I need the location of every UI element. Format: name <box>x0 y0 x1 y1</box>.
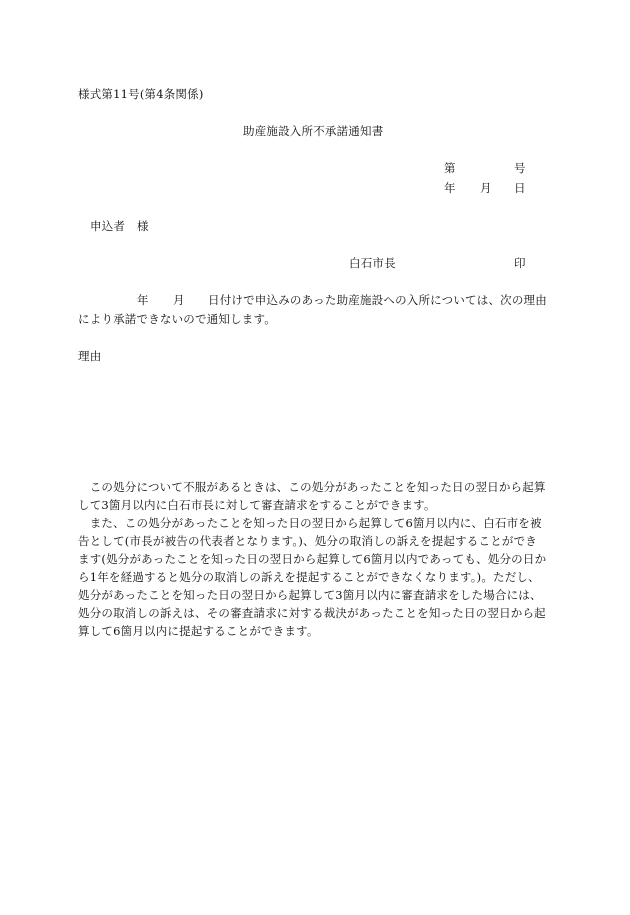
appeal-line: ます(処分があったことを知った日の翌日から起算して6箇月以内であっても、処分の日か <box>78 552 547 566</box>
notice-text-line2: により承諾できないので通知します。 <box>78 312 276 326</box>
addressee-name: 申込者 <box>90 219 126 233</box>
appeal-line: また、この処分があったことを知った日の翌日から起算して6箇月以内に、白石市を被 <box>78 516 542 530</box>
date-month: 月 <box>480 181 492 195</box>
appeal-line: ら1年を経過すると処分の取消しの訴えを提起することができなくなります。)。ただし、 <box>78 570 540 584</box>
date-day: 日 <box>514 181 526 195</box>
appeal-line: 算して6箇月以内に提起することができます。 <box>78 624 319 638</box>
appeal-line: 告として(市長が被告の代表者となります。)、処分の取消しの訴えを提起することができ <box>78 534 537 548</box>
notice-year: 年 <box>137 293 149 307</box>
issuer-name: 白石市長 <box>349 256 396 270</box>
notice-month: 月 <box>173 293 185 307</box>
document-title: 助産施設入所不承諾通知書 <box>243 124 384 138</box>
number-prefix: 第 <box>444 161 456 175</box>
reason-label: 理由 <box>78 349 102 363</box>
form-label: 様式第11号(第4条関係) <box>78 87 204 101</box>
appeal-line: して3箇月以内に白石市長に対して審査請求をすることができます。 <box>78 498 436 512</box>
notice-text: 日付けで申込みのあった助産施設への入所については、次の理由 <box>208 293 547 307</box>
seal-mark: 印 <box>514 256 526 270</box>
appeal-line: この処分について不服があるときは、この処分があったことを知った日の翌日から起算 <box>78 480 546 494</box>
date-year: 年 <box>444 181 456 195</box>
addressee-honorific: 様 <box>137 219 149 233</box>
appeal-line: 処分があったことを知った日の翌日から起算して3箇月以内に審査請求をした場合には、 <box>78 588 542 602</box>
number-suffix: 号 <box>514 161 526 175</box>
appeal-line: 処分の取消しの訴えは、その審査請求に対する裁決があったことを知った日の翌日から起 <box>78 606 546 620</box>
